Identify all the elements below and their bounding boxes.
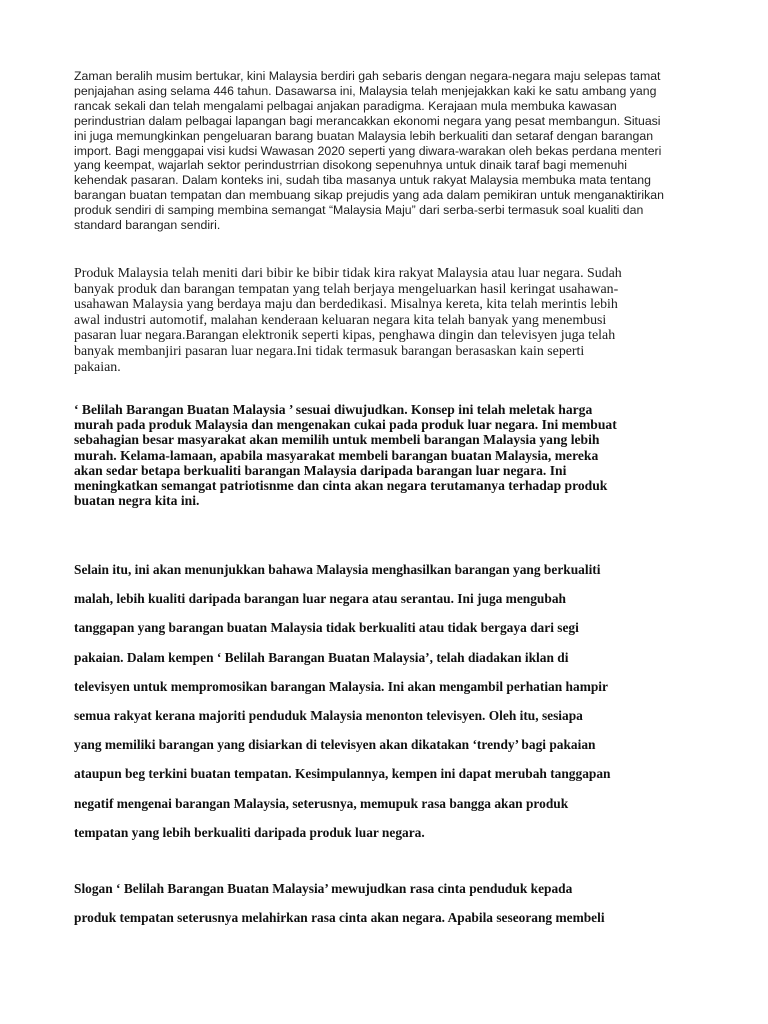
- text-line: kehendak pasaran. Dalam konteks ini, sudah tiba masanya untuk rakyat Malaysia membuka mata tentang: [74, 173, 651, 188]
- text-line: yang keempat, wajarlah sektor perindustrrian disokong sepenuhnya untuk dinaik taraf bagi memenuhi: [74, 158, 628, 173]
- text-line: usahawan Malaysia yang berdaya maju dan berdedikasi. Misalnya kereta, kita telah merintis lebih: [74, 297, 618, 313]
- text-line: ataupun beg terkini buatan tempatan. Kesimpulannya, kempen ini dapat merubah tanggapan: [74, 766, 611, 782]
- paragraph-selain-itu: [74, 555, 714, 847]
- paragraph-slogan: [74, 874, 714, 932]
- text-line: perindustrian dalam pelbagai lapangan bagi merancakkan ekonomi negara yang pesat membangun. Situasi: [74, 113, 661, 128]
- text-line: murah pada produk Malaysia dan mengenakan cukai pada produk luar negara. Ini membuat: [74, 417, 617, 433]
- text-line: Slogan ‘ Belilah Barangan Buatan Malaysia’ mewujudkan rasa cinta penduduk kepada: [74, 881, 573, 896]
- text-line: produk sendiri di samping membina semangat “Malaysia Maju” dari serba-serbi termasuk soal kualiti dan: [74, 203, 644, 218]
- text-line: meningkatkan semangat patriotisnme dan cinta akan negara terutamanya terhadap produk: [74, 478, 608, 494]
- text-line: barangan buatan tempatan dan membuang sikap prejudis yang ada dalam pemikiran untuk menganaktirikan: [74, 188, 664, 203]
- text-line: sebahagian besar masyarakat akan memilih untuk membeli barangan Malaysia yang lebih: [74, 432, 600, 448]
- text-line: semua rakyat kerana majoriti penduduk Malaysia menonton televisyen. Oleh itu, sesiapa: [74, 708, 583, 724]
- text-line: Selain itu, ini akan menunjukkan bahawa Malaysia menghasilkan barangan yang berkualiti: [74, 562, 601, 577]
- text-line: produk tempatan seterusnya melahirkan rasa cinta akan negara. Apabila seseorang membeli: [74, 910, 605, 926]
- text-line: tempatan yang lebih berkualiti daripada produk luar negara.: [74, 824, 425, 840]
- paragraph-intro: [74, 69, 702, 233]
- text-line: murah. Kelama-lamaan, apabila masyarakat membeli barangan buatan Malaysia, mereka: [74, 447, 599, 463]
- text-line: pakaian.: [74, 359, 121, 375]
- text-line: penjajahan asing selama 446 tahun. Dasawarsa ini, Malaysia telah menjejakkan kaki ke satu ambang yang: [74, 83, 657, 98]
- text-line: import. Bagi menggapai visi kudsi Wawasan 2020 seperti yang diwara-warakan oleh bekas perdana menteri: [74, 143, 662, 158]
- text-line: pakaian. Dalam kempen ‘ Belilah Barangan Buatan Malaysia’, telah diadakan iklan di: [74, 649, 569, 665]
- paragraph-produk-malaysia: [74, 266, 694, 375]
- text-line: ‘ Belilah Barangan Buatan Malaysia ’ sesuai diwujudkan. Konsep ini telah meletak harga: [74, 402, 593, 417]
- text-line: Produk Malaysia telah meniti dari bibir ke bibir tidak kira rakyat Malaysia atau luar negara. Sudah: [74, 266, 622, 281]
- text-line: banyak produk dan barangan tempatan yang telah berjaya mengeluarkan hasil keringat usahawan-: [74, 281, 619, 297]
- text-line: awal industri automotif, malahan kenderaan keluaran negara kita telah banyak yang menembusi: [74, 312, 607, 328]
- text-line: akan sedar betapa berkualiti barangan Malaysia daripada barangan luar negara. Ini: [74, 462, 567, 478]
- paragraph-belilah-barangan: [74, 402, 694, 508]
- text-line: ini juga memungkinkan pengeluaran barang buatan Malaysia lebih berkualiti dan setaraf dengan barangan: [74, 128, 654, 143]
- text-line: tanggapan yang barangan buatan Malaysia tidak berkualiti atau tidak bergaya dari segi: [74, 620, 579, 636]
- text-line: Zaman beralih musim bertukar, kini Malaysia berdiri gah sebaris dengan negara-negara maju selepas tamat: [74, 69, 661, 83]
- text-line: negatif mengenai barangan Malaysia, seterusnya, memupuk rasa bangga akan produk: [74, 795, 569, 811]
- text-line: buatan negra kita ini.: [74, 493, 200, 509]
- text-line: standard barangan sendiri.: [74, 218, 221, 233]
- text-line: rancak sekali dan telah mengalami pelbagai anjakan paradigma. Kerajaan mula membuka kawasan: [74, 98, 617, 113]
- text-line: televisyen untuk mempromosikan barangan Malaysia. Ini akan mengambil perhatian hampir: [74, 678, 608, 694]
- text-line: pasaran luar negara.Barangan elektronik seperti kipas, penghawa dingin dan televisyen juga telah: [74, 328, 616, 344]
- text-line: yang memiliki barangan yang disiarkan di televisyen akan dikatakan ‘trendy’ bagi pakaian: [74, 737, 596, 753]
- text-line: banyak membanjiri pasaran luar negara.Ini tidak termasuk barangan berasaskan kain seperti: [74, 343, 585, 359]
- text-line: malah, lebih kualiti daripada barangan luar negara atau serantau. Ini juga mengubah: [74, 591, 566, 607]
